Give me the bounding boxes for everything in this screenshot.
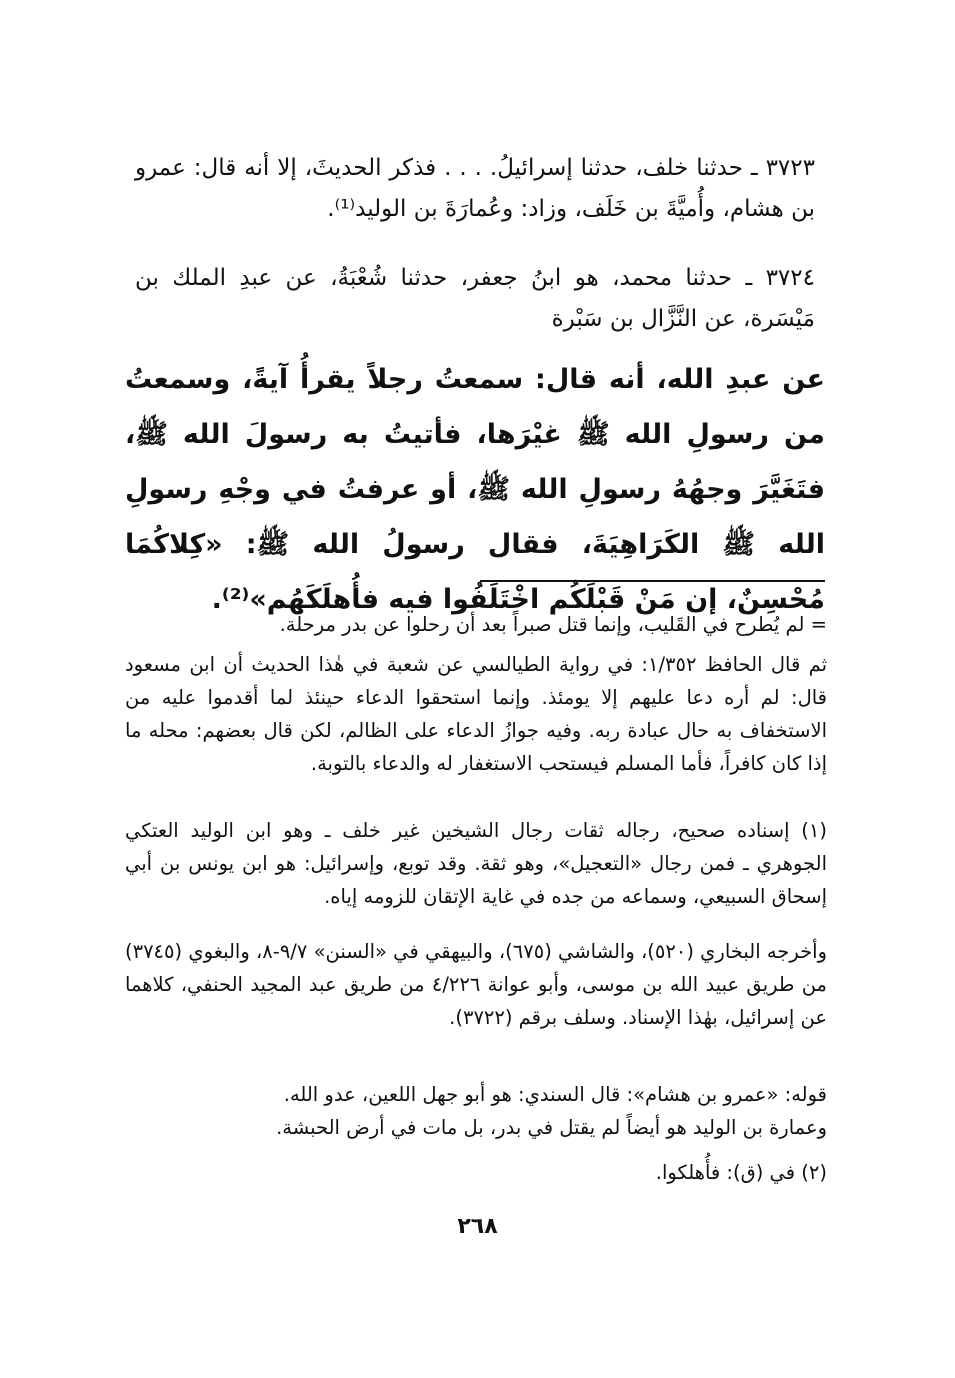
footnote-continuation: = لم يُطرح في القَليب، وإنما قتل صبراً بعد أن رحلوا عن بدر مرحلة. xyxy=(279,613,827,636)
hadith-text: عن عبدِ الله، أنه قال: سمعتُ رجلاً يقرأُ آيةً، وسمعتُ من رسولِ الله ﷺ غيْرَها، فأتيتُ به رسولَ الله ﷺ، فتَغَيَّرَ وجهُهُ رسولِ الله ﷺ، أو عرفتُ في وجْهِ رسولِ الله ﷺ الكَرَاهِيَةَ، فقال رسولُ الله ﷺ: «كِلاكُمَا مُحْسِنٌ، إن مَنْ قَبْلَكُم اخْتَلَفُوا فيه فأُهلَكَهُم»⁽²⁾. xyxy=(125,364,825,615)
footnote-hafiz: ثم قال الحافظ ١/٣٥٢: في رواية الطيالسي عن شعبة في هٰذا الحديث أن ابن مسعود قال: لم أره دعا عليهم إلا يومئذ. وإنما استحقوا الدعاء حينئذ لما أقدموا عليه من الاستخفاف به حال عبادة ربه. وفيه جوازُ الدعاء على الظالم، لكن قال بعضهم: محله ما إذا كان كافراً، فأما المسلم فيستحب الاستغفار له والدعاء بالتوبة. xyxy=(125,653,828,775)
hadith-3724: ٣٧٢٤ ـ حدثنا محمد، هو ابنُ جعفر، حدثنا شُعْبَةُ، عن عبدِ الملك بن مَيْسَرة، عن النَّزَّال بن سَبْرة xyxy=(135,265,815,332)
footnote-qawluh: قوله: «عمرو بن هشام»: قال السندي: هو أبو جهل اللعين، عدو الله. xyxy=(283,1083,827,1106)
footnote-separator xyxy=(480,580,825,582)
footnote-2: (٢) في (ق): فأُهلكوا. xyxy=(655,1161,827,1184)
hadith-3723: ٣٧٢٣ ـ حدثنا خلف، حدثنا إسرائيلُ. . . . فذكر الحديثَ، إلا أنه قال: عمرو بن هشام، وأُميَّةَ بن خَلَف، وزاد: وعُمارَةَ بن الوليد⁽¹⁾. xyxy=(135,155,815,222)
page-number: ٢٦٨ xyxy=(457,1214,498,1239)
footnote-takhrij: وأخرجه البخاري (٥٢٠)، والشاشي (٦٧٥)، والبيهقي في «السنن» ٩/٧-٨، والبغوي (٣٧٤٥) من طريق عبيد الله بن موسى، وأبو عوانة ٤/٢٢٦ من طريق عبد المجيد الحنفي، كلاهما عن إسرائيل، بهٰذا الإسناد. وسلف برقم (٣٧٢٢). xyxy=(125,940,828,1029)
footnote-umara: وعمارة بن الوليد هو أيضاً لم يقتل في بدر، بل مات في أرض الحبشة. xyxy=(276,1116,827,1139)
footnote-1: (١) إسناده صحيح، رجاله ثقات رجال الشيخين غير خلف ـ وهو ابن الوليد العتكي الجوهري ـ فمن رجال «التعجيل»، وهو ثقة. وقد توبع، وإسرائيل: هو ابن يونس بن أبي إسحاق السبيعي، وسماعه من جده في غاية الإتقان للزومه إياه. xyxy=(125,819,827,908)
